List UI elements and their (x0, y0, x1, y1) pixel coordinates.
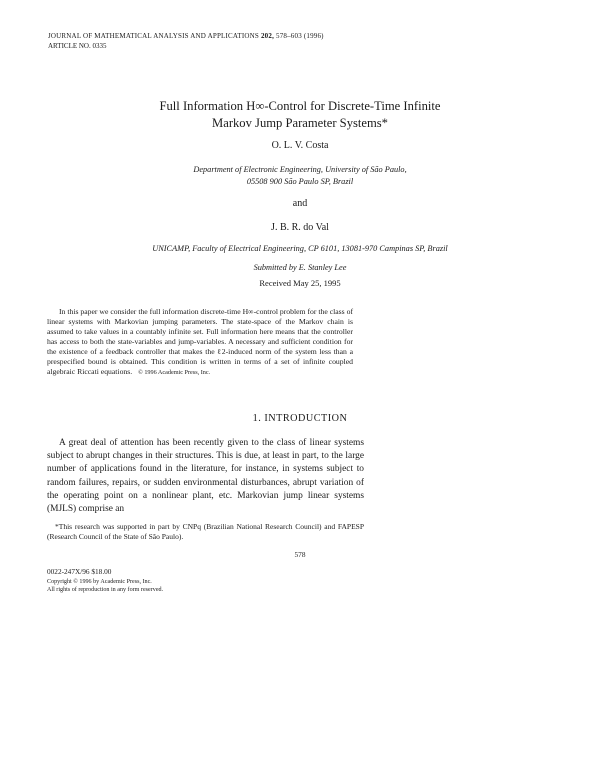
and-separator: and (292, 198, 308, 209)
title-line-2: Markov Jump Parameter Systems* (212, 116, 388, 130)
intro-paragraph: A great deal of attention has been recently given to the class of linear systems subject to abrupt changes in their structures. This is due, at least in part, to the large number of applications found in the literature, for instance, in systems subject to random failures, repairs, or sudden environmental disturbances, abrupt variation of the operating point on a nonlinear plant, etc. Markovian jump linear systems (MJLS) comprise an (47, 438, 364, 515)
received-date: Received May 25, 1995 (259, 278, 341, 288)
affiliation-1-line-1: Department of Electronic Engineering, University of São Paulo, (193, 165, 407, 174)
affiliation-1 (0, 164, 600, 188)
affiliation-2: UNICAMP, Faculty of Electrical Engineering, CP 6101, 13081-970 Campinas SP, Brazil (152, 244, 448, 253)
footnote: *This research was supported in part by CNPq (Brazilian National Research Council) and FAPESP (Research Council of the State of São Paulo). (47, 522, 364, 541)
affiliation-1-line-2: 05508 900 São Paulo SP, Brazil (246, 177, 354, 186)
paper-title (40, 98, 560, 132)
copyright-line-2: All rights of reproduction in any form reserved. (47, 587, 164, 593)
journal-pages-year: 578–603 (1996) (276, 32, 324, 40)
article-number: ARTICLE NO. 0335 (48, 42, 107, 50)
copyright-notice (47, 578, 163, 594)
journal-header (48, 31, 324, 41)
copyright-line-1: Copyright © 1996 by Academic Press, Inc. (47, 579, 152, 585)
abstract-text: In this paper we consider the full information discrete-time H∞-control problem for the class of linear systems with Markovian jumping parameters. The state-space of the Markov chain is assumed to take values in a countably infinite set. Full information here means that the controller has access to both the state-variables and jump-variables. A necessary and sufficient condition for the existence of a feedback controller that makes the ℓ2-induced norm of the system less than a prespecified bound is obtained. This condition is written in terms of a set of infinite coupled algebraic Riccati equations. (47, 307, 353, 376)
journal-volume: 202, (260, 32, 275, 40)
author-1: O. L. V. Costa (271, 140, 329, 151)
abstract (47, 307, 353, 378)
title-line-1: Full Information H∞-Control for Discrete-Time Infinite (159, 99, 441, 113)
journal-name: JOURNAL OF MATHEMATICAL ANALYSIS AND APPLICATIONS (48, 32, 260, 40)
price-line: 0022-247X/96 $18.00 (47, 567, 112, 576)
submitted-by: Submitted by E. Stanley Lee (253, 263, 347, 272)
page-number: 578 (294, 550, 306, 559)
abstract-copyright: © 1996 Academic Press, Inc. (138, 369, 211, 376)
section-heading: 1. INTRODUCTION (252, 413, 348, 424)
author-2: J. B. R. do Val (271, 222, 329, 233)
